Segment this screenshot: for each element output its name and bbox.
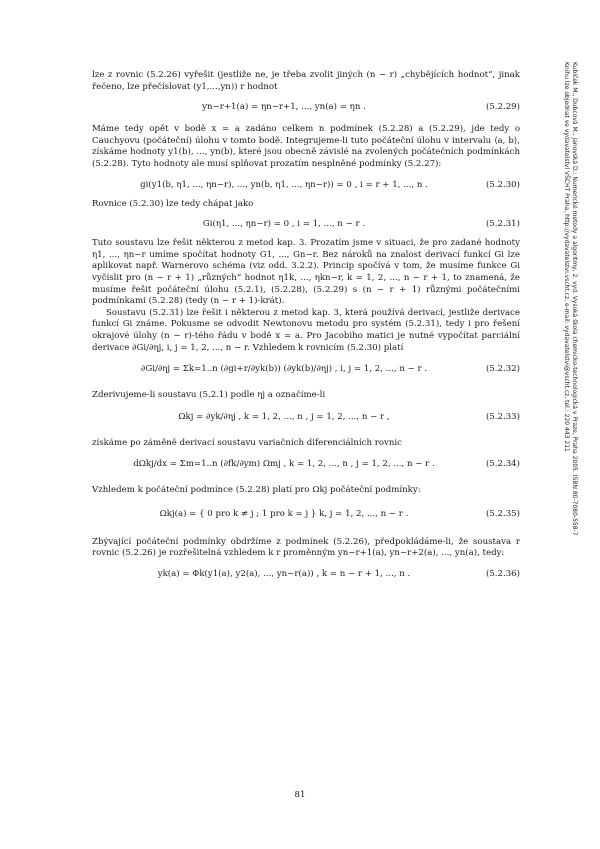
side-note-line-1: Kubíček M., Dubcová M., Janovská D.: Numerické metody a algoritmy, 2. vyd. Vysoká škola chemicko-technologická v Praze, Praha 2005. ISBN 80-7080-558-7 [571, 62, 578, 536]
paragraph-2: Máme tedy opět v bodě x = a zadáno celkem n podmínek (5.2.28) a (5.2.29), jde tedy o Cauchyovu (počáteční) úlohu v tomto bodě. Integrujeme-li tuto počáteční úlohu v intervalu ⟨a, b⟩, získáme hodnoty y1(b), ..., yn(b), které jsou obecně závislé na zvolených počátečních podmínkách (5.2.28). Tyto hodnoty ale musí splňovat prozatím nesplněné podmínky (5.2.27): [92, 124, 520, 169]
equation-5-2-32 [92, 354, 520, 384]
equation-number: (5.2.31) [485, 219, 520, 230]
equation-number: (5.2.29) [485, 102, 520, 113]
equation-5-2-33 [92, 402, 520, 432]
equation-body: yn−r+1(a) = ηn−r+1, ..., yn(a) = ηn . [202, 102, 366, 113]
paragraph-5: Soustavu (5.2.31) lze řešit i některou z metod kap. 3, která používá derivací, jestliže derivace funkcí Gi známe. Pokusme se odvodit Newtonovu metodu pro systém (5.2.31), tedy i pro řešení okrajové úlohy (n − r)-tého řádu v bodě x = a. Pro Jacobiho matici je nutné vypočítat parciální derivace ∂Gi/∂ηj, i, j = 1, 2, ..., n − r. Vzhledem k rovnicím (5.2.30) platí [92, 307, 520, 353]
paragraph-6: Zderivujeme-li soustavu (5.2.1) podle ηj a označíme-li [92, 390, 326, 401]
equation-5-2-29 [92, 99, 520, 115]
paragraph-3: Rovnice (5.2.30) lze tedy chápat jako [92, 198, 254, 209]
equation-body: dΩkj/dx = Σm=1..n (∂fk/∂ym) Ωmj , k = 1, 2, ..., n , j = 1, 2, ..., n − r . [133, 459, 435, 470]
equation-5-2-34 [92, 449, 520, 479]
equation-body: ∂Gi/∂ηj = Σk=1..n (∂gi+r/∂yk(b)) (∂yk(b)/∂ηj) , i, j = 1, 2, ..., n − r . [140, 364, 428, 375]
equation-number: (5.2.36) [485, 569, 520, 580]
equation-body: Gi(η1, ..., ηn−r) = 0 , i = 1, ..., n − r . [202, 219, 366, 230]
equation-number: (5.2.30) [485, 179, 520, 190]
side-note-line-2: Knihu lze objednat ve vydavatelství VŠCHT Praha, http://vydavatelstvi.vscht.cz, e-mail: vydavatelstvi@vscht.cz, tel.: 220 443 211 [563, 62, 570, 452]
equation-body: Ωkj = ∂yk/∂ηj , k = 1, 2, ..., n , j = 1, 2, ..., n − r , [178, 411, 390, 422]
equation-number: (5.2.32) [485, 364, 520, 375]
page-number: 81 [294, 790, 306, 800]
side-note [562, 62, 578, 536]
paragraph-9: Zbývající počáteční podmínky obdržíme z podmínek (5.2.26), předpokládáme-li, že soustava r rovnic (5.2.26) je rozřešitelná vzhledem k r proměnným yn−r+1(a), yn−r+2(a), ..., yn(a), tedy: [92, 536, 520, 559]
paragraph-7: získáme po záměně derivací soustavu variačních diferenciálních rovnic [92, 437, 402, 448]
paragraph-1: lze z rovnic (5.2.26) vyřešit (jestliže ne, je třeba zvolit jiných (n − r) „chybějících hodnot“, jinak řečeno, lze přečíslovat (y1,...,yn)) r hodnot [92, 70, 520, 92]
page-content [92, 70, 520, 582]
equation-body: Ωkj(a) = { 0 pro k ≠ j ; 1 pro k = j } k, j = 1, 2, ..., n − r . [159, 508, 409, 519]
equation-number: (5.2.35) [485, 508, 520, 519]
equation-5-2-31 [92, 216, 520, 232]
equation-number: (5.2.34) [485, 459, 520, 470]
paragraph-4: Tuto soustavu lze řešit některou z metod kap. 3. Prozatím jsme v situaci, že pro zadané hodnoty η1, ..., ηn−r umíme spočítat hodnoty G1, ..., Gn−r. Bez nároků na znalost derivací funkcí Gi lze aplikovat např. Warnerovo schéma (viz odd. 3.2.2). Princip spočívá v tom, že musíme funkce Gi vyčíslit pro (n − r + 1) „různých“ hodnot η1k, ..., ηkn−r, k = 1, 2, ..., n − r + 1, to znamená, že musíme řešit počáteční úlohu (5.2.1), (5.2.28), (5.2.29) s (n − r + 1) různými počátečními podmínkami (5.2.28) (tedy (n − r + 1)-krát). [92, 238, 520, 307]
equation-5-2-36 [92, 566, 520, 582]
equation-5-2-30 [92, 177, 520, 193]
paragraph-8: Vzhledem k počáteční podmínce (5.2.28) platí pro Ωkj počáteční podmínky: [92, 485, 421, 496]
equation-5-2-35 [92, 497, 520, 531]
equation-body: gi(y1(b, η1, ..., ηn−r), ..., yn(b, η1, ..., ηn−r)) = 0 , i = r + 1, ..., n . [140, 179, 428, 190]
equation-body: yk(a) = Φk(y1(a), y2(a), ..., yn−r(a)) , k = n − r + 1, ..., n . [157, 569, 411, 580]
equation-number: (5.2.33) [485, 411, 520, 422]
